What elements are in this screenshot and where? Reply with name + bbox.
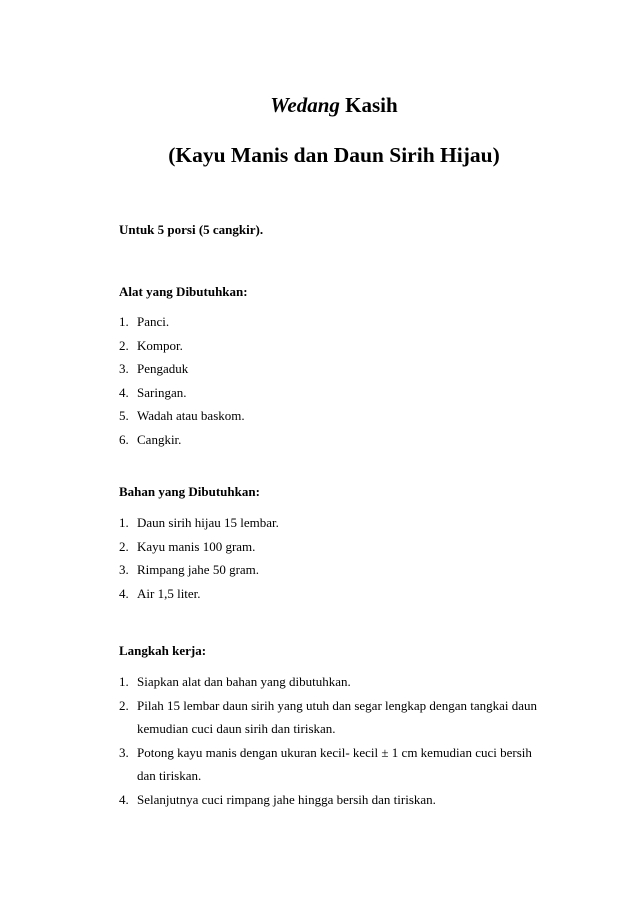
list-item: [119, 334, 539, 358]
tools-list: [119, 310, 539, 451]
list-text: Kompor.: [137, 337, 183, 353]
list-number: 2.: [119, 337, 129, 353]
list-text: Panci.: [137, 314, 170, 329]
steps-heading: Langkah kerja:: [119, 643, 207, 658]
list-item: [119, 741, 539, 788]
list-text: Air 1,5 liter.: [137, 585, 201, 601]
ingredients-heading: Bahan yang Dibutuhkan:: [119, 484, 260, 499]
document-title: [0, 93, 638, 118]
list-text: Daun sirih hijau 15 lembar.: [137, 515, 279, 530]
list-item: [119, 310, 539, 334]
list-number: 4.: [119, 791, 129, 807]
title-italic-word: Wedang: [270, 93, 340, 117]
list-item: [119, 511, 539, 535]
list-item: [119, 381, 539, 405]
list-text: Selanjutnya cuci rimpang jahe hingga bersih dan tiriskan.: [137, 791, 436, 807]
list-item: [119, 582, 539, 606]
list-number: 1.: [119, 515, 129, 530]
ingredients-list: [119, 511, 539, 605]
list-item: [119, 428, 539, 452]
list-number: 1.: [119, 314, 129, 329]
list-number: 6.: [119, 431, 129, 447]
list-item: [119, 788, 539, 812]
list-text: Pengaduk: [137, 361, 189, 376]
steps-list: [119, 670, 539, 811]
list-text: Rimpang jahe 50 gram.: [137, 562, 260, 577]
list-number: 4.: [119, 585, 129, 601]
list-number: 5.: [119, 408, 129, 423]
list-text: Siapkan alat dan bahan yang dibutuhkan.: [137, 674, 351, 689]
list-item: [119, 535, 539, 559]
list-text: Cangkir.: [137, 431, 182, 447]
list-item: [119, 694, 539, 741]
list-number: 1.: [119, 674, 129, 689]
document-subtitle: (Kayu Manis dan Daun Sirih Hijau): [168, 143, 500, 167]
list-text: Saringan.: [137, 384, 187, 400]
list-text: Wadah atau baskom.: [137, 408, 245, 423]
list-number: 3.: [119, 744, 129, 760]
list-number: 3.: [119, 562, 129, 577]
list-item: [119, 404, 539, 428]
list-text: Kayu manis 100 gram.: [137, 538, 256, 554]
list-item: [119, 357, 539, 381]
list-text: Pilah 15 lembar daun sirih yang utuh dan segar lengkap dengan tangkai daun kemudian cuci daun sirih dan tiriskan.: [137, 697, 538, 736]
tools-heading: Alat yang Dibutuhkan:: [119, 284, 248, 299]
servings-text: Untuk 5 porsi (5 cangkir).: [119, 222, 264, 237]
title-rest: Kasih: [339, 93, 398, 117]
list-number: 3.: [119, 361, 129, 376]
list-item: [119, 670, 539, 694]
list-number: 4.: [119, 384, 129, 400]
list-item: [119, 558, 539, 582]
list-number: 2.: [119, 697, 129, 713]
list-text: Potong kayu manis dengan ukuran kecil- kecil ± 1 cm kemudian cuci bersih dan tiriskan.: [137, 744, 532, 783]
list-number: 2.: [119, 538, 129, 554]
